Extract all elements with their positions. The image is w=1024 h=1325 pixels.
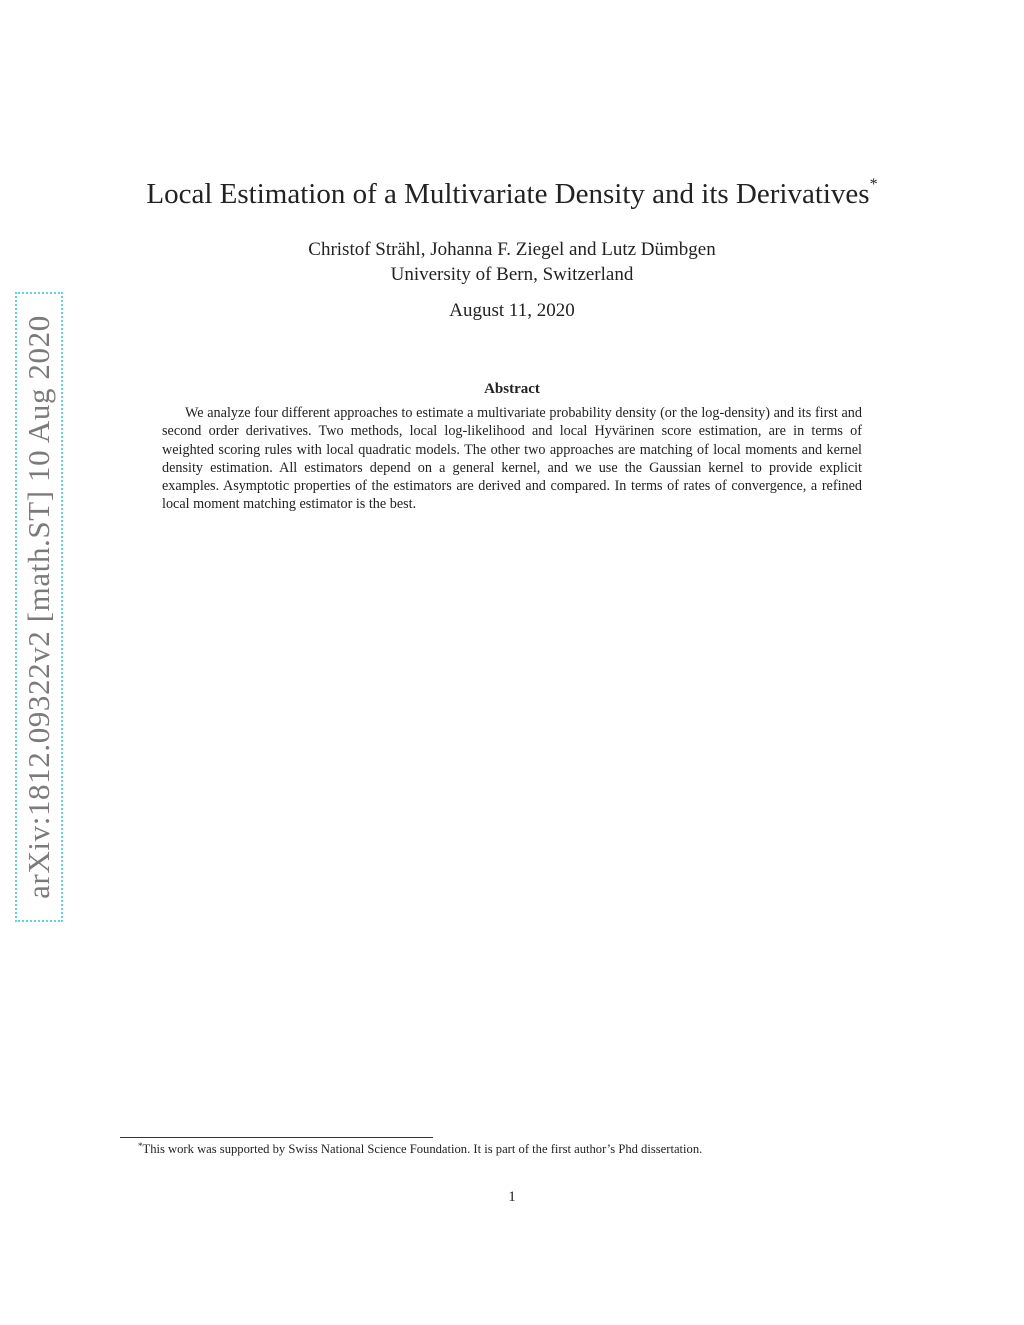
- footnote-divider: [120, 1137, 433, 1138]
- author-block: [0, 237, 1024, 287]
- author-names: Christof Strähl, Johanna F. Ziegel and Lutz Dümbgen: [308, 239, 716, 260]
- paper-title-text: Local Estimation of a Multivariate Density and its Derivatives: [146, 178, 870, 210]
- author-affiliation: University of Bern, Switzerland: [390, 264, 634, 285]
- page-number: 1: [508, 1189, 516, 1205]
- abstract-text: We analyze four different approaches to estimate a multivariate probability density (or the log-density) and its first and second order derivatives. Two methods, local log-likelihood and local Hyvärinen score estimation, are in terms of weighted scoring rules with local quadratic models. The other two approaches are matching of local moments and kernel density estimation. All estimators depend on a general kernel, and we use the Gaussian kernel to provide explicit examples. Asymptotic properties of the estimators are derived and compared. In terms of rates of convergence, a refined local moment matching estimator is the best.: [162, 405, 862, 513]
- publication-date: August 11, 2020: [449, 300, 575, 321]
- abstract-heading: Abstract: [484, 381, 540, 397]
- paper-title: [0, 178, 1024, 211]
- footnote-text: This work was supported by Swiss National Science Foundation. It is part of the first author’s Phd dissertation.: [142, 1142, 703, 1156]
- title-footnote-mark: *: [869, 176, 878, 193]
- footnote: [138, 1142, 702, 1157]
- footnote-mark: *: [138, 1141, 143, 1151]
- arxiv-identifier: arXiv:1812.09322v2 [math.ST] 10 Aug 2020: [21, 315, 56, 899]
